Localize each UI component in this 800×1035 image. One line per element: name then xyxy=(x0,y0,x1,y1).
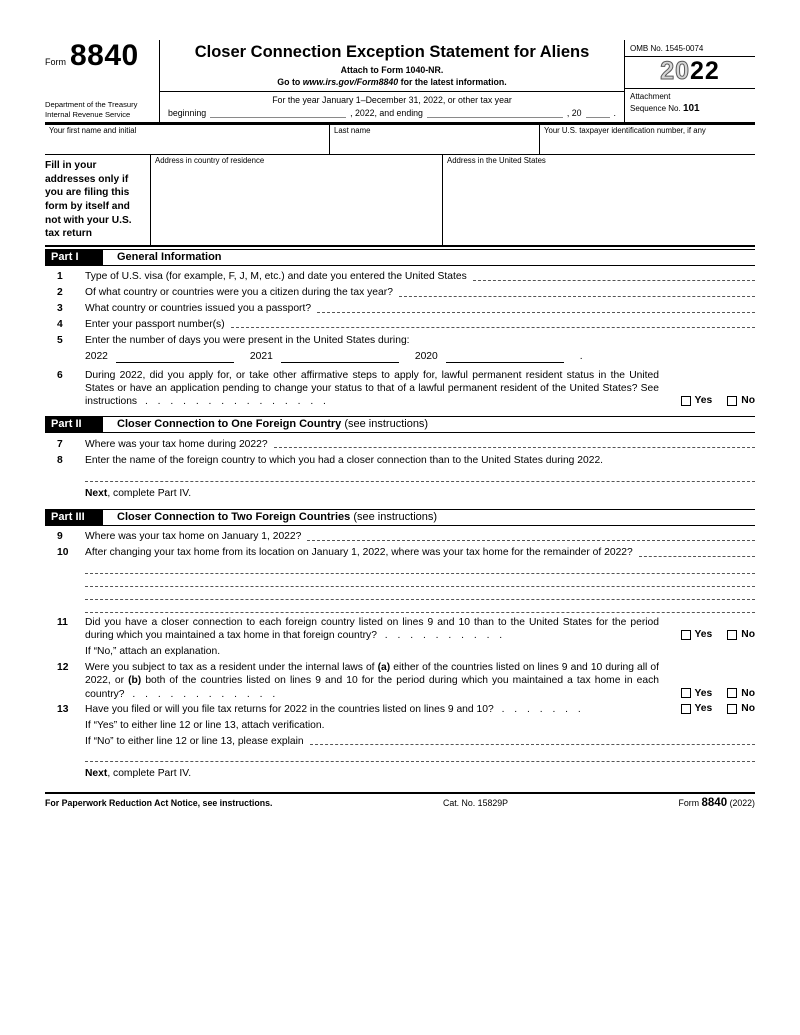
line-12-no-checkbox[interactable] xyxy=(727,688,737,698)
line-7 xyxy=(45,438,755,451)
line-2-number: 2 xyxy=(57,287,63,299)
line-9-text: Where was your tax home on January 1, 2022? xyxy=(85,531,302,543)
line-13-yes-option[interactable] xyxy=(681,702,713,715)
line-12-label-a: (a) xyxy=(377,661,391,673)
sequence-line xyxy=(630,102,750,116)
line-13-note-1: If “Yes” to either line 12 or line 13, attach verification. xyxy=(85,720,325,732)
line-13-text: Have you filed or will you file tax returns for 2022 in the countries listed on lines 9 and 10? xyxy=(85,704,494,716)
part3-title xyxy=(103,510,437,525)
form-number-line xyxy=(45,41,155,71)
last-name-label: Last name xyxy=(334,125,371,135)
part1-header xyxy=(45,249,755,266)
line-10 xyxy=(45,546,755,559)
line-11-note: If “No,” attach an explanation. xyxy=(85,645,221,657)
line-12-dot-leader: . . . . . . . . . . . . xyxy=(132,688,276,700)
line-2 xyxy=(45,286,755,299)
year-2021-label: 2021 xyxy=(249,351,273,363)
line-12-text-2: either of the countries listed on lines 9 and 10 during all of 2022, or xyxy=(85,661,659,687)
part2-badge: Part II xyxy=(45,417,103,432)
line-1 xyxy=(45,270,755,283)
line-10-answer-row-2[interactable] xyxy=(85,575,755,587)
line-12-yes-checkbox[interactable] xyxy=(681,688,691,698)
line-12-label-b: (b) xyxy=(128,675,142,687)
footer-form-number: 8840 xyxy=(701,797,728,810)
and-ending-label: , 2022, and ending xyxy=(350,107,423,118)
footer-form-year: (2022) xyxy=(729,798,755,809)
footer-form-word: Form xyxy=(678,798,700,809)
line-11-dot-leader: . . . . . . . . . . xyxy=(384,630,503,642)
part2-next-note xyxy=(85,487,755,500)
line-5-text: Enter the number of days you were present in the United States during: xyxy=(85,334,410,346)
line-13-no-option[interactable] xyxy=(727,702,755,715)
line-12-yesno xyxy=(681,687,756,700)
line-11-no-option[interactable] xyxy=(727,628,755,641)
residence-address-label: Address in country of residence xyxy=(155,155,265,165)
line-11-yesno xyxy=(681,628,756,641)
line-13-yesno xyxy=(681,702,756,715)
form-year-solid: 22 xyxy=(690,57,720,85)
form-number-block xyxy=(45,40,160,122)
no-label: No xyxy=(741,629,755,641)
days-2020-field[interactable] xyxy=(446,352,564,363)
part2-title xyxy=(103,417,428,432)
year-20-label: , 20 xyxy=(566,107,582,118)
line-6 xyxy=(45,369,755,409)
yes-label: Yes xyxy=(694,629,713,641)
line-9-number: 9 xyxy=(57,531,63,543)
paperwork-notice: For Paperwork Reduction Act Notice, see instructions. xyxy=(45,798,273,809)
part3-badge: Part III xyxy=(45,510,103,525)
line-2-text: Of what country or countries were you a citizen during the tax year? xyxy=(85,287,393,299)
days-period-char: . xyxy=(579,351,583,363)
part1-title: General Information xyxy=(117,250,222,263)
part2-next-bold: Next xyxy=(85,487,108,499)
form-number: 8840 xyxy=(70,39,139,72)
line-7-number: 7 xyxy=(57,438,63,450)
part3-title-suffix: (see instructions) xyxy=(353,510,438,523)
line-12-number: 12 xyxy=(57,661,69,673)
part3-header xyxy=(45,509,755,526)
attachment-sequence xyxy=(625,89,755,119)
line-13-note-2: If “No” to either line 12 or line 13, please explain xyxy=(85,735,304,747)
line-11-text-block xyxy=(85,616,755,643)
line-4-text: Enter your passport number(s) xyxy=(85,319,225,331)
ending-year-field[interactable] xyxy=(586,107,610,118)
line-8-answer-field[interactable] xyxy=(85,470,755,482)
line-1-number: 1 xyxy=(57,271,63,283)
ending-date-field[interactable] xyxy=(427,107,563,118)
last-name-field[interactable] xyxy=(330,125,540,154)
first-name-field[interactable] xyxy=(45,125,330,154)
line-4 xyxy=(45,318,755,331)
part3-next-bold: Next xyxy=(85,768,108,780)
catalog-number: Cat. No. 15829P xyxy=(442,798,509,809)
line-13-yes-checkbox[interactable] xyxy=(681,704,691,714)
yes-label: Yes xyxy=(694,703,713,715)
us-address-field[interactable] xyxy=(443,155,755,245)
line-6-dot-leader: . . . . . . . . . . . . . . . xyxy=(144,396,326,408)
beginning-date-field[interactable] xyxy=(210,107,346,118)
tin-label: Your U.S. taxpayer identification number, if any xyxy=(544,125,706,135)
part1-body xyxy=(45,266,755,414)
form-year xyxy=(625,57,755,89)
line-9-answer-field[interactable] xyxy=(307,540,755,541)
attachment-word: Attachment xyxy=(630,91,671,101)
line-1-answer-field[interactable] xyxy=(473,280,755,281)
line-6-no-option[interactable] xyxy=(727,394,755,407)
days-2021-field[interactable] xyxy=(281,352,399,363)
line-10-text: After changing your tax home from its location on January 1, 2022, where was your tax home for the remainder of 2022? xyxy=(85,547,633,559)
address-section xyxy=(45,155,755,247)
line-12-text-block xyxy=(85,661,755,701)
line-13-explain-field[interactable] xyxy=(310,744,755,745)
sequence-word: Sequence No. xyxy=(630,104,681,114)
line-12 xyxy=(45,661,755,701)
tin-field[interactable] xyxy=(540,125,755,154)
line-6-yesno xyxy=(681,394,756,407)
part2-title-text: Closer Connection to One Foreign Country xyxy=(117,418,342,431)
line-12-text-3: both of the countries listed on lines 9 and 10 for the period during which you maintained a tax home in each country? xyxy=(85,675,659,700)
part2-header xyxy=(45,416,755,433)
goto-suffix: for the latest information. xyxy=(400,76,507,87)
days-2022-field[interactable] xyxy=(116,352,234,363)
omb-block xyxy=(625,40,755,122)
line-11-yes-checkbox[interactable] xyxy=(681,630,691,640)
line-10-number: 10 xyxy=(57,547,69,559)
line-11-number: 11 xyxy=(57,616,68,628)
line-13-text-block xyxy=(85,703,755,716)
line-3 xyxy=(45,302,755,315)
no-label: No xyxy=(741,395,755,407)
no-label: No xyxy=(741,687,755,699)
tax-year-line: For the year January 1–December 31, 2022, or other tax year xyxy=(272,94,512,105)
line-10-answer-field[interactable] xyxy=(639,556,755,557)
beginning-label: beginning xyxy=(168,107,207,118)
line-6-text: During 2022, did you apply for, or take other affirmative steps to apply for, lawful permanent resident status in the United States or have an application pending to change your status to that of a lawful permanent resident of the United States? See instructions xyxy=(85,369,659,408)
line-11-no-checkbox[interactable] xyxy=(727,630,737,640)
line-6-text-block xyxy=(85,369,755,409)
yes-label: Yes xyxy=(694,687,713,699)
agency-block xyxy=(45,100,155,120)
line-13 xyxy=(45,703,755,716)
line-5 xyxy=(45,334,755,347)
line-13-dot-leader: . . . . . . . xyxy=(501,704,581,716)
form-year-outline: 20 xyxy=(660,57,690,85)
part1-badge: Part I xyxy=(45,250,103,265)
line-10-answer-row-4[interactable] xyxy=(85,601,755,613)
year-2022-label: 2022 xyxy=(85,351,108,363)
line-3-text: What country or countries issued you a passport? xyxy=(85,303,312,315)
first-name-label: Your first name and initial xyxy=(49,125,137,135)
line-12-text-1: Were you subject to tax as a resident under the internal laws of xyxy=(85,661,375,673)
line-11-text: Did you have a closer connection to each foreign country listed on lines 9 and 10 than to the United States for the period during which you maintained a tax home in that foreign country? xyxy=(85,616,659,642)
line-3-answer-field[interactable] xyxy=(317,312,755,313)
part3-next-rest: , complete Part IV. xyxy=(107,768,192,780)
line-11 xyxy=(45,616,755,643)
line-1-text: Type of U.S. visa (for example, F, J, M, etc.) and date you entered the United States xyxy=(85,271,467,283)
period-char: . xyxy=(613,107,616,118)
irs-url: www.irs.gov/Form8840 xyxy=(302,76,399,87)
tax-year-dates-row xyxy=(160,105,624,122)
line-12-yes-option[interactable] xyxy=(681,687,713,700)
line-8-number: 8 xyxy=(57,454,63,466)
line-5-number: 5 xyxy=(57,334,63,346)
line-9 xyxy=(45,530,755,543)
footer-form-id xyxy=(679,797,755,809)
no-label: No xyxy=(741,703,755,715)
line-8 xyxy=(45,454,755,467)
line-4-answer-field[interactable] xyxy=(231,327,755,328)
line-12-no-option[interactable] xyxy=(727,687,755,700)
form-title: Closer Connection Exception Statement for Aliens xyxy=(194,43,590,61)
name-row xyxy=(45,125,755,155)
form-header xyxy=(45,40,755,125)
line-5-days-row xyxy=(85,350,755,363)
part3-next-note xyxy=(85,767,755,780)
line-7-text: Where was your tax home during 2022? xyxy=(85,438,268,450)
line-6-yes-option[interactable] xyxy=(681,394,713,407)
part2-body xyxy=(45,433,755,507)
goto-instruction xyxy=(166,77,618,87)
line-2-answer-field[interactable] xyxy=(399,296,755,297)
line-13-explain-row xyxy=(85,735,755,748)
part3-title-text: Closer Connection to Two Foreign Countries xyxy=(117,510,351,523)
residence-address-field[interactable] xyxy=(151,155,443,245)
year-2020-label: 2020 xyxy=(414,351,438,363)
part2-title-suffix: (see instructions) xyxy=(344,418,429,431)
line-6-yes-checkbox[interactable] xyxy=(681,396,691,406)
line-3-number: 3 xyxy=(57,303,63,315)
line-6-number: 6 xyxy=(57,369,63,381)
goto-prefix: Go to xyxy=(277,76,301,87)
dept-line-2: Internal Revenue Service xyxy=(45,110,131,120)
line-11-yes-option[interactable] xyxy=(681,628,713,641)
form-title-block xyxy=(160,40,625,122)
line-6-no-checkbox[interactable] xyxy=(727,396,737,406)
us-address-label: Address in the United States xyxy=(447,155,546,165)
line-10-answer-row-1[interactable] xyxy=(85,562,755,574)
line-13-explain-row-2[interactable] xyxy=(85,750,755,762)
line-4-number: 4 xyxy=(57,319,63,331)
attach-instruction: Attach to Form 1040-NR. xyxy=(340,64,444,75)
line-13-number: 13 xyxy=(57,704,69,716)
line-10-answer-row-3[interactable] xyxy=(85,588,755,600)
part2-next-rest: , complete Part IV. xyxy=(107,487,192,499)
form-footer xyxy=(45,792,755,809)
line-13-no-checkbox[interactable] xyxy=(727,704,737,714)
dept-line-1: Department of the Treasury xyxy=(45,100,138,110)
line-8-text: Enter the name of the foreign country to which you had a closer connection than to the United States during 2022. xyxy=(85,454,604,466)
sequence-number: 101 xyxy=(682,103,700,115)
line-7-answer-field[interactable] xyxy=(274,447,755,448)
address-note: Fill in your addresses only if you are filing this form by itself and not with your U.S. tax return xyxy=(45,155,151,245)
omb-number: OMB No. 1545-0074 xyxy=(625,40,755,57)
part3-body xyxy=(45,526,755,788)
form-word: Form xyxy=(45,57,66,67)
title-area xyxy=(160,40,624,92)
yes-label: Yes xyxy=(694,395,713,407)
